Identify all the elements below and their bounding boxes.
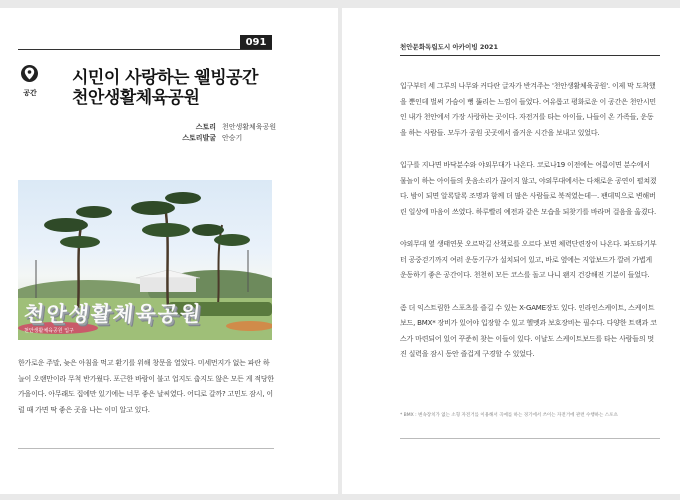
credit-row (170, 122, 276, 133)
credit-row (170, 133, 276, 144)
title-line-1: 시민이 사랑하는 웰빙공간 (72, 68, 258, 88)
article-title (72, 68, 258, 108)
right-paragraph-1: 입구부터 세 그루의 나무와 커다란 글자가 반겨주는 '천안생활체육공원'. 이제 막 도착했을 뿐인데 벌써 가슴이 뻥 뚫리는 느낌이 들었다. 여유롭고 평화로운 이 공간은 천안시민인 내가 천안에서 가장 사랑하는 곳이다. 자전거를 타는 아이들, 나들이 온 가족들, 운동을 하는 사람들. 모두가 공원 곳곳에서 즐거운 시간을 보내고 있었다. (400, 82, 656, 137)
left-page (0, 8, 338, 494)
credit-value: 천안생활체육공원 (222, 123, 277, 131)
park-sign-text: 천안생활체육공원 (22, 302, 204, 326)
right-body-text (400, 79, 658, 380)
left-paragraph: 한가로운 주말, 늦은 아침을 먹고 환기를 위해 창문을 열었다. 미세먼지가 없는 파란 하늘이 오랜만이라 무척 반가웠다. 포근한 바람이 불고 업지도 춥지도 않은 모든 게 적당한 가을이다. 아무래도 집에만 있기에는 너무 좋은 날씨였다. 어디로 갈까? 고민도 잠시, 이럴 때 가면 딱 좋은 곳을 나는 이미 알고 있다. (18, 359, 274, 414)
running-header: 천안문화독립도시 아카이빙 2021 (400, 43, 498, 51)
right-page (342, 8, 680, 494)
right-paragraph-2: 입구를 지나면 바닥분수와 야외무대가 나온다. 코로나19 이전에는 여름이면 분수에서 물놀이 하는 아이들의 웃음소리가 끊이지 않고, 야외무대에서는 다채로운 공연이 펼쳐졌다. 밤이 되면 알록달록 조명과 함께 더 많은 사람들로 북적였는데···. 팬데믹으로 변해버린 일상에 마음이 쓰였다. 하루빨리 예전과 같은 모습을 되찾기를 바라며 걸음을 옮겼다. (400, 161, 657, 216)
top-divider (400, 55, 660, 56)
right-paragraph-3: 야외무대 옆 생태연못 오르막길 산책로를 오르다 보면 체력단련장이 나온다. 파도타기부터 공중걷기까지 여러 운동기구가 설치되어 있고, 바로 옆에는 지압보드가 깔려 가볍게 운동하기 좋은 공간이다. 천천히 모든 코스를 돌고 나니 왠지 건강해진 기분이 들었다. (400, 240, 657, 279)
title-line-2: 천안생활체육공원 (72, 88, 200, 108)
category-label: 공간 (23, 89, 37, 97)
top-divider (18, 49, 272, 50)
photo-caption: 천안생활체육공원 입구 (24, 328, 74, 334)
credit-key: 스토리 (195, 123, 216, 131)
credits (170, 122, 276, 144)
park-photo (18, 180, 272, 340)
footnote: * BMX : 변속장치가 없는 소형 자전거를 이용해서 곡예를 하는 경기에서 쓰이는 자전거에 관련 수행하는 스포츠 (400, 413, 618, 418)
bottom-divider (400, 438, 660, 439)
credit-key: 스토리발굴 (182, 134, 216, 142)
right-paragraph-4: 좀 더 익스트림한 스포츠를 즐길 수 있는 X-GAME장도 있다. 인라인스케이트, 스케이트보드, BMX* 장비가 있어야 입장할 수 있고 헬멧과 보호장비는 필수다. 다양한 트랙과 코스가 마련되어 있어 꾸준히 찾는 이들이 있다. 이날도 스케이트보드를 타는 사람들의 멋진 실력을 잠시 동안 즐겁게 구경할 수 있었다. (400, 303, 657, 358)
left-body-text (18, 356, 274, 435)
location-pin-icon (21, 65, 38, 82)
credit-value: 안승기 (222, 134, 243, 142)
bottom-divider (18, 448, 274, 449)
page-number: 091 (240, 35, 272, 50)
